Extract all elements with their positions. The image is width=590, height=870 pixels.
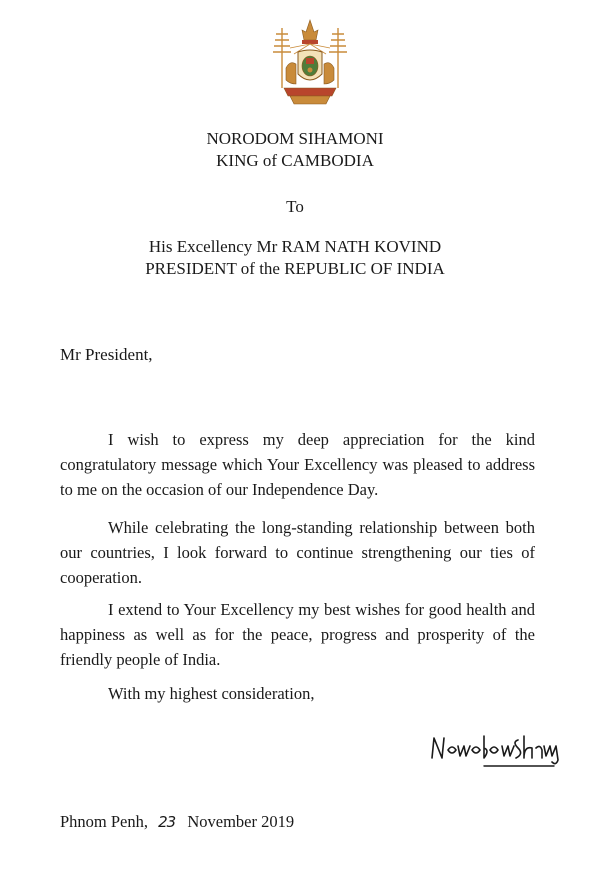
body-paragraph-2: While celebrating the long-standing relationship between both our countries, I look forward to continue strengthening our ties of cooperation.: [60, 518, 535, 587]
sender-title: KING of CAMBODIA: [216, 151, 374, 170]
royal-coat-of-arms-icon: [270, 18, 350, 110]
sender-name: NORODOM SIHAMONI: [206, 129, 384, 148]
sender-block: [0, 128, 590, 172]
place-and-date: [60, 812, 294, 832]
to-label: To: [286, 197, 304, 216]
recipient-block: [0, 236, 590, 280]
body-paragraph-1: I wish to express my deep appreciation for the kind congratulatory message which Your Excellency was pleased to address to me on the occasion of our Independence Day.: [60, 430, 535, 499]
place: Phnom Penh,: [60, 812, 149, 831]
handwritten-day: 23: [158, 813, 176, 831]
salutation: Mr President,: [60, 345, 153, 364]
recipient-title: PRESIDENT of the REPUBLIC OF INDIA: [145, 259, 445, 278]
body-paragraph-3: I extend to Your Excellency my best wishes for good health and happiness as well as for the peace, progress and prosperity of the friendly people of India.: [60, 600, 535, 669]
recipient-name: His Excellency Mr RAM NATH KOVIND: [148, 237, 442, 256]
month-year: November 2019: [187, 812, 295, 831]
closing-line: With my highest consideration,: [108, 684, 315, 703]
handwritten-signature-icon: [428, 728, 563, 774]
